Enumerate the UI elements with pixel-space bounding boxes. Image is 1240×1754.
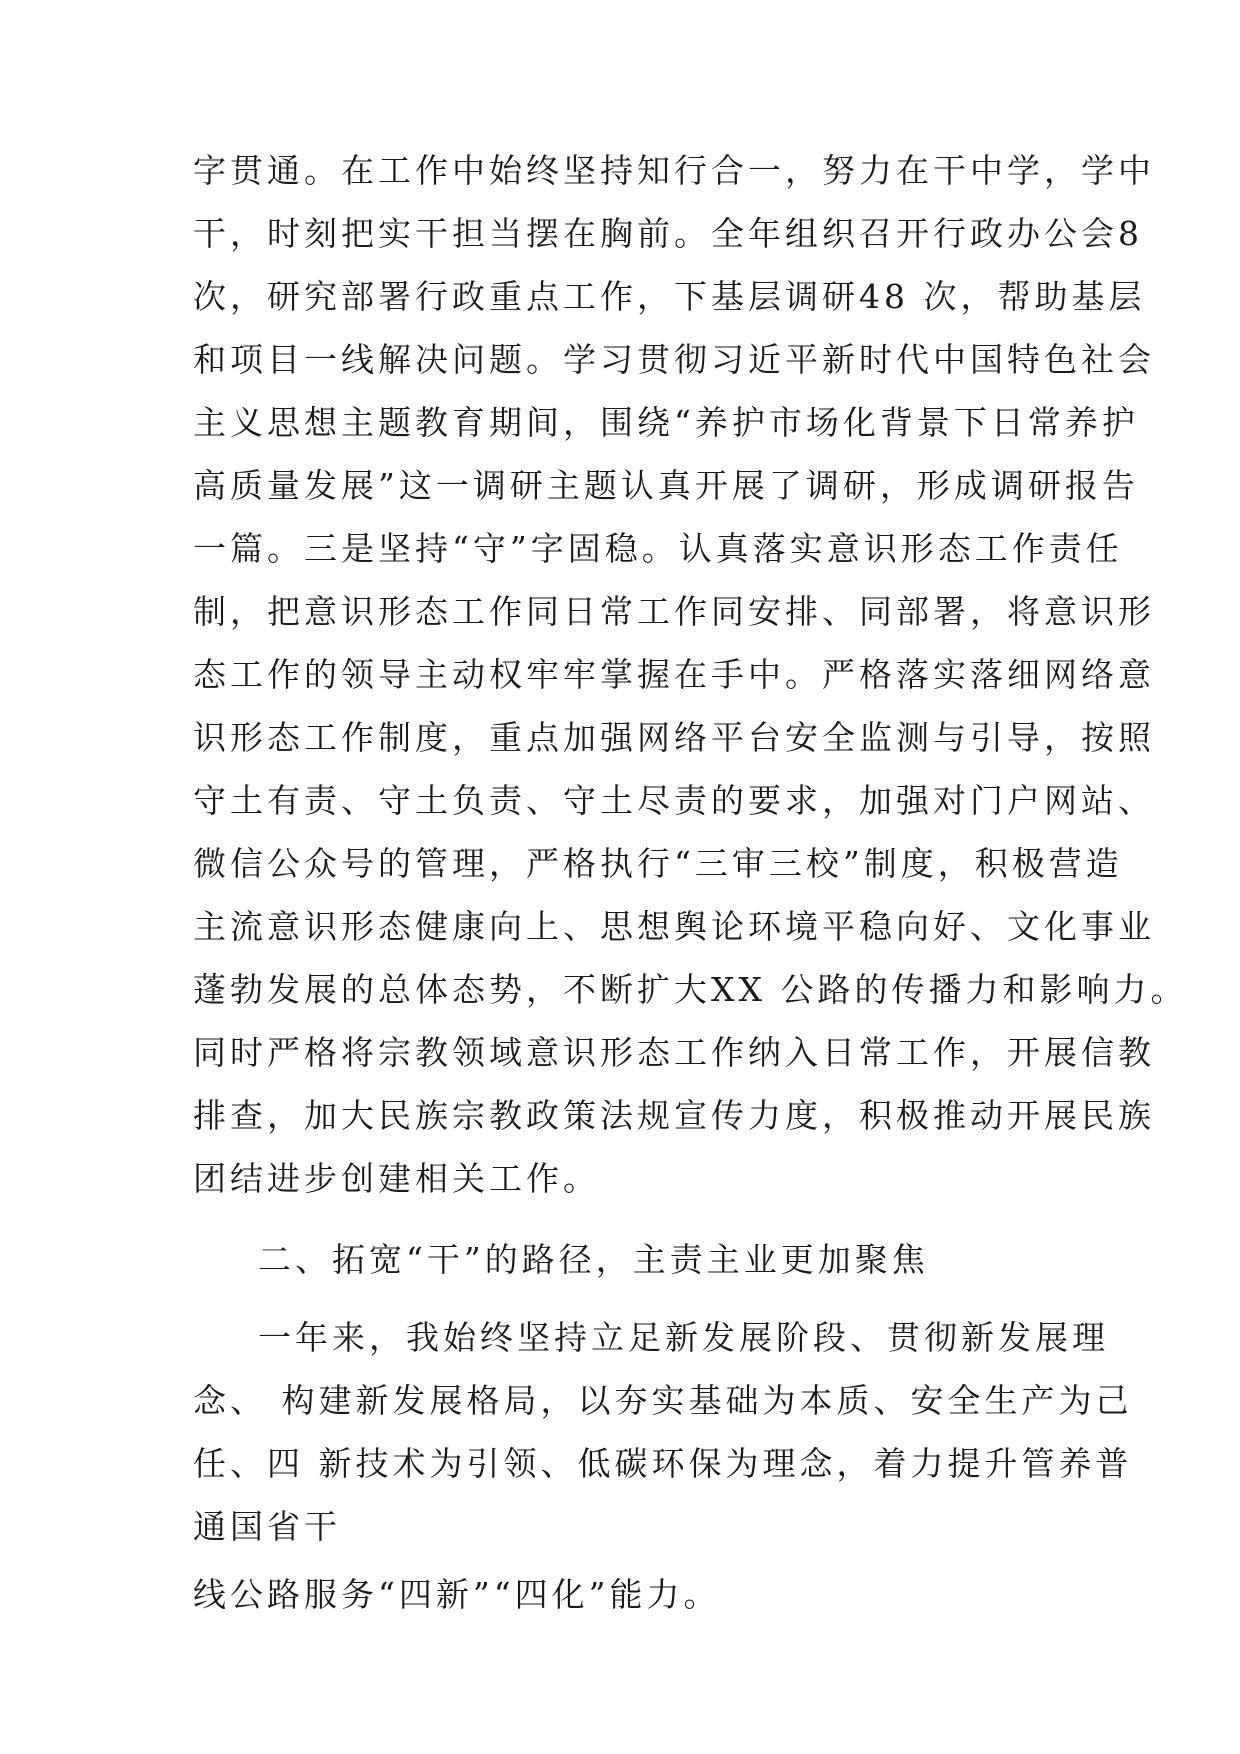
body-line: 制，把意识形态工作同日常工作同安排、同部署，将意识形 [193, 592, 1155, 631]
body-line: 主流意识形态健康向上、思想舆论环境平稳向好、文化事业 [193, 907, 1155, 946]
body-line: 排查，加大民族宗教政策法规宣传力度，积极推动开展民族 [193, 1096, 1155, 1135]
section-heading: 二、拓宽“干”的路径，主责主业更加聚焦 [258, 1240, 929, 1279]
body-line: 任、四 新技术为引领、低碳环保为理念，着力提升管养普 [193, 1444, 1133, 1483]
body-line: 守土有责、守土负责、守土尽责的要求，加强对门户网站、 [193, 781, 1155, 820]
body-line: 一篇。三是坚持“守”字固稳。认真落实意识形态工作责任 [193, 529, 1123, 568]
body-line: 团结进步创建相关工作。 [193, 1159, 600, 1198]
body-line: 主义思想主题教育期间，围绕“养护市场化背景下日常养护 [193, 403, 1139, 442]
body-line: 次，研究部署行政重点工作，下基层调研48 次，帮助基层 [193, 277, 1146, 316]
body-line: 态工作的领导主动权牢牢掌握在手中。严格落实落细网络意 [193, 655, 1155, 694]
body-line: 通国省干 [193, 1507, 341, 1546]
body-line: 一年来，我始终坚持立足新发展阶段、贯彻新发展理 [258, 1318, 1109, 1357]
body-line: 念、 构建新发展格局，以夯实基础为本质、安全生产为己 [193, 1381, 1133, 1420]
body-line: 高质量发展”这一调研主题认真开展了调研，形成调研报告 [193, 466, 1139, 505]
body-line: 同时严格将宗教领域意识形态工作纳入日常工作，开展信教 [193, 1033, 1155, 1072]
body-line: 字贯通。在工作中始终坚持知行合一，努力在干中学，学中 [193, 151, 1155, 190]
body-line: 识形态工作制度，重点加强网络平台安全监测与引导，按照 [193, 718, 1155, 757]
body-line: 和项目一线解决问题。学习贯彻习近平新时代中国特色社会 [193, 340, 1155, 379]
body-line: 线公路服务“四新”“四化”能力。 [193, 1575, 721, 1614]
body-line: 微信公众号的管理，严格执行“三审三校”制度，积极营造 [193, 844, 1123, 883]
body-line: 蓬勃发展的总体态势，不断扩大XX 公路的传播力和影响力。 [193, 970, 1188, 1009]
body-line: 干，时刻把实干担当摆在胸前。全年组织召开行政办公会8 [193, 214, 1143, 253]
